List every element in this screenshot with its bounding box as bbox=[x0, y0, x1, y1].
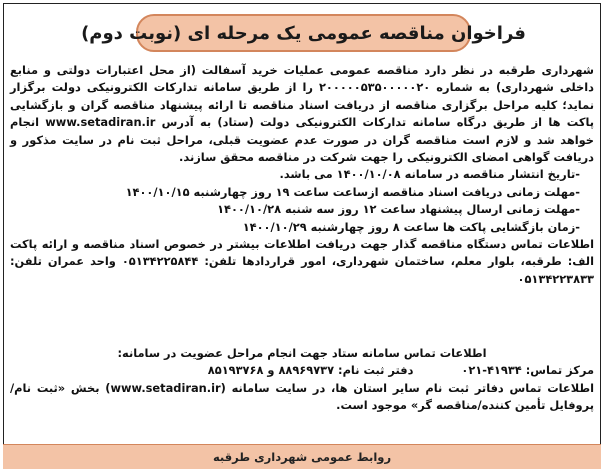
schedule-opening-time: -زمان بازگشایی پاکت ها ساعت ۸ روز چهارشنبه ۱۴۰۰/۱۰/۲۹ bbox=[242, 219, 580, 234]
setad-contact-block bbox=[10, 345, 594, 415]
notice-title: فراخوان مناقصه عمومی یک مرحله ای (نوبت دوم) bbox=[81, 22, 526, 44]
setad-call-center bbox=[10, 362, 594, 379]
setad-center-number: مرکز تماس: ۴۱۹۳۴-۰۲۱ bbox=[461, 363, 594, 378]
title-banner bbox=[81, 14, 526, 52]
setad-office-number: دفتر ثبت نام: ۸۸۹۶۹۷۳۷ و ۸۵۱۹۳۷۶۸ bbox=[207, 363, 414, 378]
setad-provinces: اطلاعات تماس دفاتر ثبت نام سایر استان ها، در سایت سامانه (www.setadiran.ir) بخش «ثبت نام/پروفایل تأمین کننده/مناقصه گر» موجود است. bbox=[10, 380, 594, 413]
footer-text: روابط عمومی شهرداری طرقبه bbox=[212, 450, 392, 464]
footer-bar bbox=[3, 444, 601, 469]
schedule-publish-date: -تاریخ انتشار مناقصه در سامانه ۱۴۰۰/۱۰/۰۸ می باشد. bbox=[279, 167, 580, 182]
schedule-document-deadline: -مهلت زمانی دریافت اسناد مناقصه ازساعت ساعت ۱۹ روز چهارشنبه ۱۴۰۰/۱۰/۱۵ bbox=[125, 184, 580, 199]
setad-heading: اطلاعات تماس سامانه ستاد جهت انجام مراحل عضویت در سامانه: bbox=[117, 346, 487, 360]
schedule-submission-deadline: -مهلت زمانی ارسال پیشنهاد ساعت ۱۲ روز سه شنبه ۱۴۰۰/۱۰/۲۸ bbox=[217, 202, 580, 217]
intro-paragraph: شهرداری طرقبه در نظر دارد مناقصه عمومی عملیات خرید آسفالت (از محل اعتبارات دولتی و منابع داخلی شهرداری) به شماره ۲۰۰۰۰۰۵۳۵۰۰۰۰۰۲۰ را از طریق سامانه تدارکات الکترونیکی دولت برگزار نماید؛ کلیه مراحل برگزاری مناقصه از دریافت اسناد مناقصه تا ارائه پیشنهاد مناقصه گران و بازگشایی پاکت ها از طریق درگاه سامانه تدارکات الکترونیکی دولت (ستاد) به آدرس www.setadiran.ir انجام خواهد شد و لازم است مناقصه گران در صورت عدم عضویت قبلی، مراحل ثبت نام در سایت مذکور و دریافت گواهی امضای الکترونیکی را جهت شرکت در مناقصه محقق سازند. bbox=[10, 63, 594, 165]
notice-body bbox=[10, 62, 594, 288]
contact-paragraph: اطلاعات تماس دستگاه مناقصه گذار جهت دریافت اطلاعات بیشتر در خصوص اسناد مناقصه و ارائه پاکت الف: طرقبه، بلوار معلم، ساختمان شهرداری، امور قراردادها تلفن: ۰۵۱۳۴۲۲۵۸۴۴ واحد عمران تلفن: ۰۵۱۳۴۲۲۳۸۳۳ bbox=[10, 237, 594, 286]
